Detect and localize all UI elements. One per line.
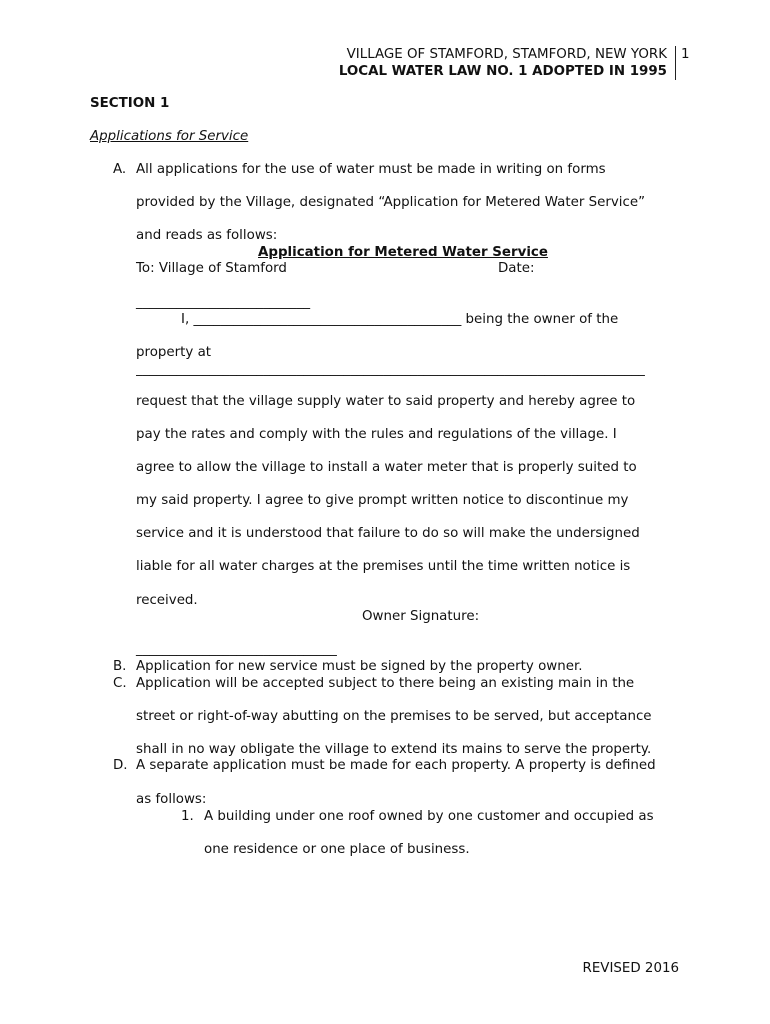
- form-property-blank: ____________________________________________________________________________: [136, 362, 645, 377]
- item-a-line-1: All applications for the use of water must be made in writing on forms: [136, 162, 606, 177]
- form-property-at: property at: [136, 345, 212, 360]
- item-c-line-2: street or right-of-way abutting on the premises to be served, but acceptance: [136, 709, 652, 724]
- item-b-text: Application for new service must be signed by the property owner.: [136, 659, 583, 674]
- form-body-line-1: request that the village supply water to said property and hereby agree to: [136, 394, 636, 409]
- form-body-line-3: agree to allow the village to install a water meter that is properly suited to: [136, 460, 637, 475]
- form-to-line: To: Village of Stamford: [136, 261, 287, 276]
- item-d-sub1-line-1: A building under one roof owned by one customer and occupied as: [204, 809, 654, 824]
- item-d-marker: D.: [113, 758, 128, 773]
- item-c-marker: C.: [113, 676, 127, 691]
- form-date-label: Date:: [498, 261, 535, 276]
- footer-revised: REVISED 2016: [582, 961, 679, 976]
- header-title-line2: LOCAL WATER LAW NO. 1 ADOPTED IN 1995: [338, 64, 667, 79]
- item-a-marker: A.: [113, 162, 127, 177]
- form-title: Application for Metered Water Service: [258, 245, 548, 260]
- item-d-line-1: A separate application must be made for each property. A property is defined: [136, 758, 656, 773]
- item-a-line-3: and reads as follows:: [136, 228, 278, 243]
- item-d-sub1-line-2: one residence or one place of business.: [204, 842, 470, 857]
- form-signature-label: Owner Signature:: [362, 609, 480, 624]
- form-date-blank: __________________________: [136, 295, 311, 310]
- item-c-line-1: Application will be accepted subject to there being an existing main in the: [136, 676, 635, 691]
- form-signature-blank: ______________________________: [136, 642, 337, 657]
- header-divider: [675, 46, 676, 80]
- item-b-marker: B.: [113, 659, 127, 674]
- form-body-line-4: my said property. I agree to give prompt written notice to discontinue my: [136, 493, 629, 508]
- item-d-sub1-marker: 1.: [181, 809, 194, 824]
- item-d-line-2: as follows:: [136, 792, 207, 807]
- item-c-line-3: shall in no way obligate the village to extend its mains to serve the property.: [136, 742, 652, 757]
- section-title: SECTION 1: [90, 96, 170, 111]
- section-subtitle: Applications for Service: [90, 129, 249, 144]
- form-owner-line: I, ________________________________________ being the owner of the: [181, 312, 619, 327]
- form-body-line-7: received.: [136, 593, 198, 608]
- form-body-line-6: liable for all water charges at the premises until the time written notice is: [136, 559, 631, 574]
- item-a-line-2: provided by the Village, designated “Application for Metered Water Service”: [136, 195, 646, 210]
- form-body-line-5: service and it is understood that failure to do so will make the undersigned: [136, 526, 640, 541]
- page-number: 1: [681, 47, 690, 62]
- form-body-line-2: pay the rates and comply with the rules and regulations of the village. I: [136, 427, 617, 442]
- header-title-line1: VILLAGE OF STAMFORD, STAMFORD, NEW YORK: [346, 47, 667, 62]
